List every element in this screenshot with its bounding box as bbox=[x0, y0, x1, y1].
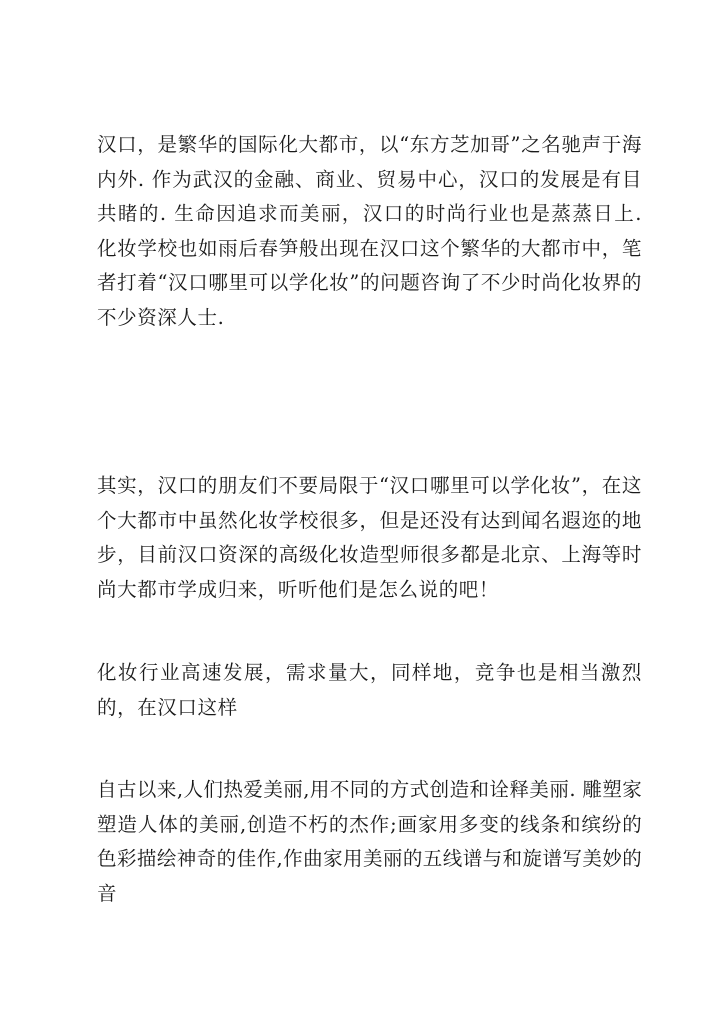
paragraph-beauty-history: 自古以来,人们热爱美丽,用不同的方式创造和诠释美丽. 雕塑家塑造人体的美丽,创造不朽的杰作;画家用多变的线条和缤纷的色彩描绘神奇的佳作,作曲家用美丽的五线谱与和旋谱写美妙的音 bbox=[97, 778, 642, 905]
paragraph-industry-growth: 化妆行业高速发展，需求量大，同样地，竞争也是相当激烈的，在汉口这样 bbox=[97, 661, 642, 719]
paragraph-hankou-intro: 汉口，是繁华的国际化大都市，以“东方芝加哥”之名驰声于海内外. 作为武汉的金融、商业、贸易中心，汉口的发展是有目共睹的. 生命因追求而美丽，汉口的时尚行业也是蒸蒸日上. 化妆学校也如雨后春笋般出现在汉口这个繁华的大都市中，笔者打着“汉口哪里可以学化妆”的问题咨询了不少时尚化妆界的不少资深人士. bbox=[97, 133, 642, 329]
paragraph-makeup-schools: 其实，汉口的朋友们不要局限于“汉口哪里可以学化妆”，在这个大都市中虽然化妆学校很多，但是还没有达到闻名遐迩的地步，目前汉口资深的高级化妆造型师很多都是北京、上海等时尚大都市学成归来，听听他们是怎么说的吧！ bbox=[97, 474, 642, 601]
